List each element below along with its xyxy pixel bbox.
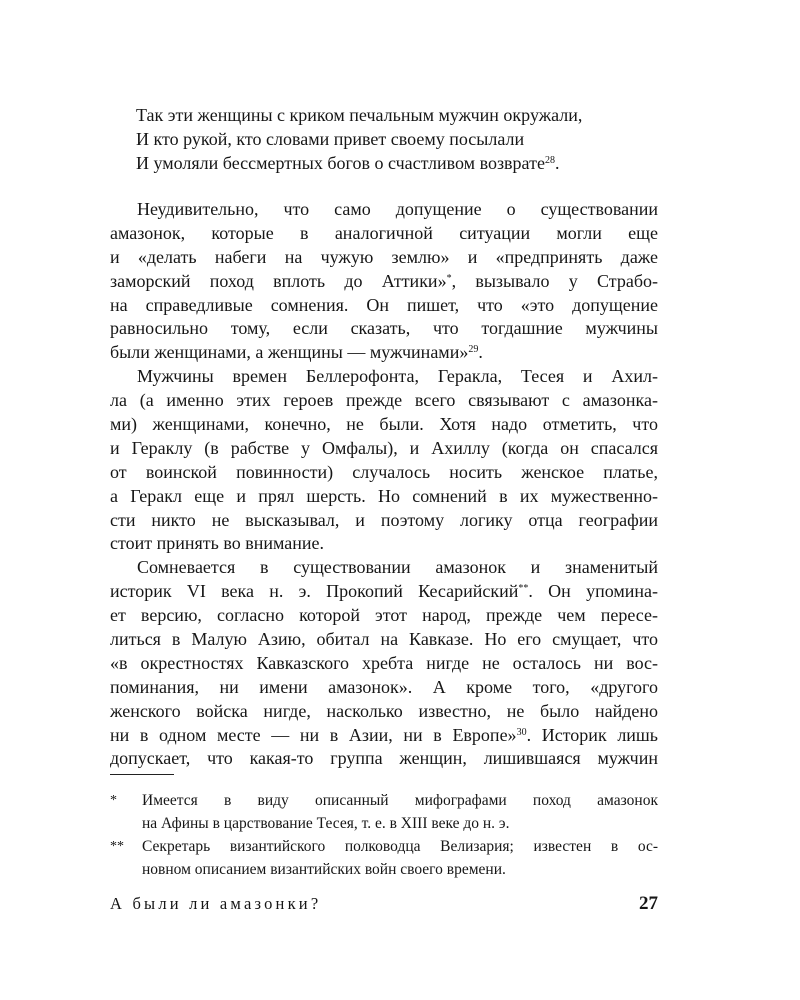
page-number: 27 — [639, 893, 658, 914]
main-text — [110, 198, 658, 771]
text-line: ми) женщинами, конечно, не были. Хотя надо отметить, что — [110, 414, 658, 435]
text-line: ла (а именно этих героев прежде всего связывают с амазонка- — [110, 390, 658, 411]
text-line: амазонок, которые в аналогичной ситуации могли еще — [110, 222, 658, 243]
text-line: заморский поход вплоть до Аттики»*, вызывало у Страбо- — [110, 270, 658, 291]
text-line: стоит принять во внимание. — [110, 533, 325, 554]
text-line: литься в Малую Азию, обитал на Кавказе. Но его смущает, что — [110, 629, 658, 650]
text-line: и «делать набеги на чужую землю» и «предпринять даже — [110, 246, 658, 267]
text-line: Мужчины времен Беллерофонта, Геракла, Тесея и Ахил- — [137, 366, 658, 387]
text-line: Неудивительно, что само допущение о существовании — [137, 199, 658, 219]
footnote-marker: * — [110, 793, 117, 808]
text-line: и Гераклу (в рабстве у Омфалы), и Ахиллу (когда он спасался — [110, 437, 658, 458]
text-line: а Геракл еще и прял шерсть. Но сомнений в их мужественно- — [110, 485, 658, 506]
text-line: на справедливые сомнения. Он пишет, что «это допущение — [110, 294, 658, 315]
text-line: допускает, что какая-то группа женщин, лишившаяся мужчин — [110, 748, 658, 769]
verse-line: И кто рукой, кто словами привет своему посылали — [136, 129, 525, 149]
text-line: поминания, ни имени амазонок». А кроме того, «другого — [110, 676, 658, 697]
running-head: А были ли амазонки? — [110, 894, 322, 913]
text-line: сти никто не высказывал, и поэтому логику отца географии — [110, 509, 658, 530]
text-line: женского войска нигде, насколько известно, не было найдено — [110, 700, 658, 721]
footnote-marker: ** — [110, 839, 124, 854]
text-line: равносильно тому, если сказать, что тогдашние мужчины — [110, 318, 658, 339]
text-line: Сомневается в существовании амазонок и знаменитый — [137, 557, 658, 578]
endnote-ref[interactable]: 28 — [544, 155, 555, 166]
verse-line: И умоляли бессмертных богов о счастливом возврате$^{28}$. — [136, 153, 560, 173]
footnote-mark[interactable]: ** — [518, 583, 529, 595]
endnote-ref[interactable]: 29 — [468, 344, 479, 356]
footnote-line: на Афины в царствование Тесея, т. е. в XIII веке до н. э. — [142, 815, 510, 832]
paragraph-3 — [110, 556, 658, 771]
paragraph-2 — [110, 365, 658, 556]
footnote-line: новном описанием византийских войн своего времени. — [142, 861, 506, 878]
verse-line: Так эти женщины с криком печальным мужчин окружали, — [136, 105, 583, 125]
footnote — [110, 835, 658, 881]
text-line: ни в одном месте — ни в Азии, ни в Европе»$^{30}$. Историк лишь — [110, 724, 658, 745]
text-line: историк VI века н. э. Прокопий Кесарийский**. Он упомина- — [110, 581, 659, 602]
verse-quote — [136, 103, 666, 175]
footnote-mark[interactable]: * — [446, 272, 452, 284]
text-line: ет версию, согласно которой этот народ, прежде чем пересе- — [110, 605, 658, 626]
text-line: «в окрестностях Кавказского хребта нигде не осталось ни вос- — [110, 652, 658, 673]
footnote-divider — [110, 774, 174, 775]
endnote-ref[interactable]: 30 — [516, 726, 527, 738]
text-line: были женщинами, а женщины — мужчинами»$^{29}$. — [110, 342, 483, 363]
footnote-line: Секретарь византийского полководца Велизария; известен в ос- — [142, 838, 658, 855]
footnote — [110, 789, 658, 835]
footnote-line: Имеется в виду описанный мифографами поход амазонок — [142, 792, 658, 809]
text-line: от воинской повинности) случалось носить женское платье, — [110, 461, 658, 482]
footnotes — [110, 789, 658, 881]
paragraph-1 — [110, 198, 658, 365]
